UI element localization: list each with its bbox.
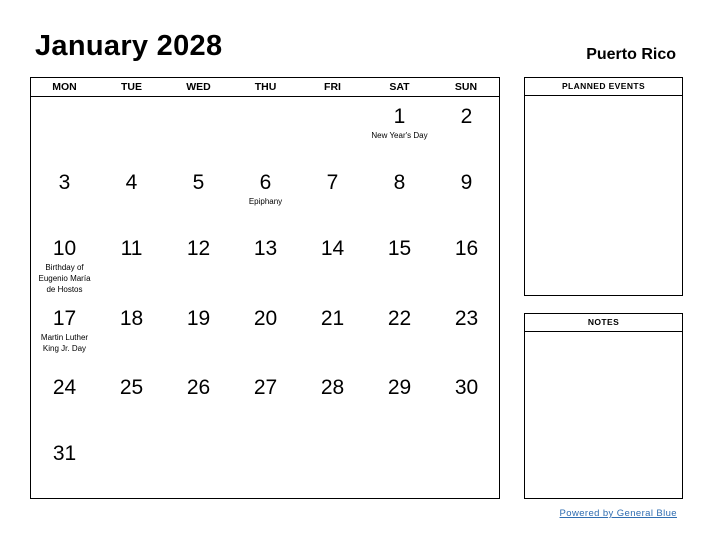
day-number: 30 [454,376,479,399]
day-cell [366,376,433,400]
day-cell [299,171,366,195]
day-cell [98,376,165,400]
notes-panel [524,313,683,499]
day-number: 6 [259,171,272,194]
day-cell [232,171,299,207]
day-number: 26 [186,376,211,399]
page-title: January 2028 [35,30,223,62]
day-cell [433,171,500,195]
day-number: 2 [460,105,473,128]
day-cell [31,376,98,400]
day-cell [366,307,433,331]
day-number: 18 [119,307,144,330]
day-cell [31,171,98,195]
day-cell [232,237,299,261]
day-number: 3 [58,171,71,194]
day-cell [433,105,500,129]
day-cell [165,171,232,195]
day-number: 16 [454,237,479,260]
day-cell [165,237,232,261]
day-number: 13 [253,237,278,260]
day-cell [299,376,366,400]
day-number: 29 [387,376,412,399]
day-cell [232,307,299,331]
day-number: 31 [52,442,77,465]
day-number: 22 [387,307,412,330]
day-number: 10 [52,237,77,260]
day-cell [299,307,366,331]
day-number: 1 [393,105,406,128]
weekday-tue: TUE [121,81,142,93]
weekday-sun: SUN [454,81,478,93]
weekday-wed: WED [186,81,211,93]
day-number: 28 [320,376,345,399]
weekday-fri: FRI [324,81,341,93]
day-number: 7 [326,171,339,194]
weekday-thu: THU [254,81,277,93]
notes-header: NOTES [525,314,682,332]
day-number: 11 [120,237,143,260]
day-number: 12 [186,237,211,260]
day-cell [366,171,433,195]
day-cell [98,171,165,195]
day-number: 4 [125,171,138,194]
powered-by-link[interactable]: Powered by General Blue [559,508,677,519]
day-cell [366,237,433,261]
day-cell [98,307,165,331]
day-number: 20 [253,307,278,330]
holiday-label: New Year's Day [371,131,428,140]
day-number: 27 [253,376,278,399]
holiday-label: Martin Luther King Jr. Day [40,333,89,353]
day-cell [98,237,165,261]
day-cell [433,237,500,261]
day-number: 15 [387,237,412,260]
planned-events-panel [524,77,683,296]
day-cell [165,376,232,400]
day-number: 8 [393,171,406,194]
region-label: Puerto Rico [586,46,676,63]
day-cell [31,442,98,466]
day-number: 17 [52,307,77,330]
day-cell [433,307,500,331]
holiday-label: Birthday of Eugenio María de Hostos [38,263,91,294]
day-number: 24 [52,376,77,399]
day-number: 14 [320,237,345,260]
calendar-grid [30,77,500,499]
day-cell [31,307,98,354]
weekday-sat: SAT [389,81,410,93]
day-number: 21 [320,307,345,330]
holiday-label: Epiphany [248,197,283,206]
day-cell [433,376,500,400]
day-number: 19 [186,307,211,330]
weekday-mon: MON [52,81,77,93]
day-number: 9 [460,171,473,194]
day-cell [299,237,366,261]
day-number: 23 [454,307,479,330]
weekday-header-row [31,78,499,97]
day-cell [31,237,98,295]
day-cell [366,105,433,141]
day-number: 5 [192,171,205,194]
planned-events-header: PLANNED EVENTS [525,78,682,96]
day-number: 25 [119,376,144,399]
day-cell [165,307,232,331]
day-cell [232,376,299,400]
